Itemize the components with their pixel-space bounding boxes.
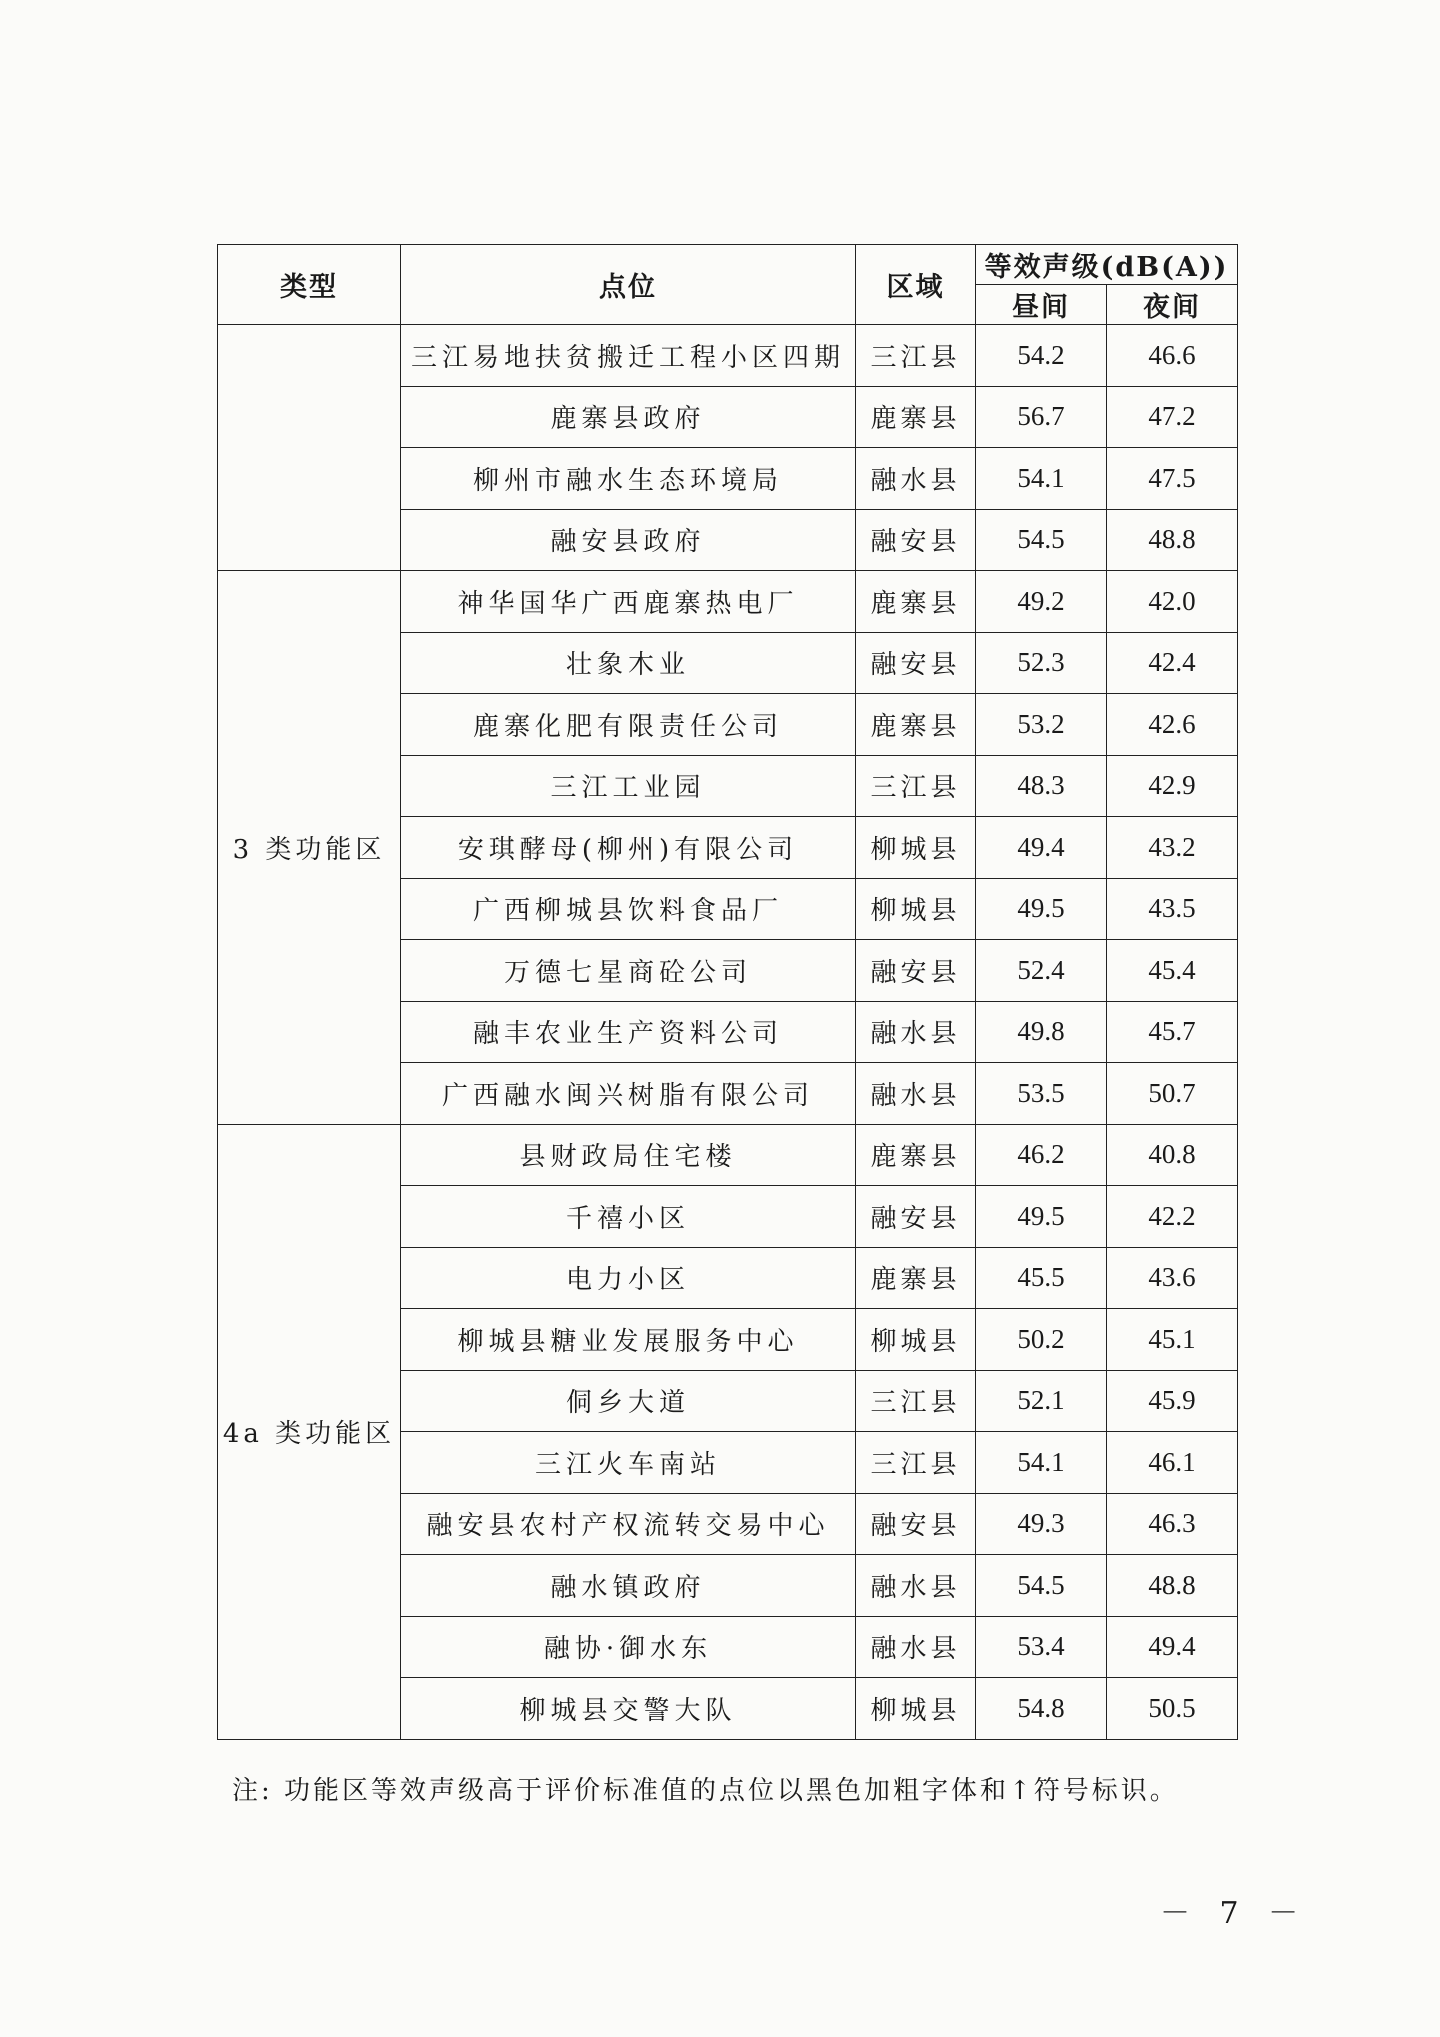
type-cell: 3 类功能区: [218, 571, 401, 1125]
header-night: 夜间: [1107, 285, 1238, 325]
day-value-cell: 53.2: [976, 694, 1107, 756]
table-note: 注: 功能区等效声级高于评价标准值的点位以黑色加粗字体和↑符号标识。: [232, 1776, 1179, 1806]
type-cell: [218, 325, 401, 571]
point-cell: 电力小区: [401, 1247, 856, 1309]
point-cell: 柳城县糖业发展服务中心: [401, 1309, 856, 1371]
night-value-cell: 40.8: [1107, 1124, 1238, 1186]
day-value-cell: 49.8: [976, 1001, 1107, 1063]
point-cell: 柳城县交警大队: [401, 1678, 856, 1740]
point-cell: 广西融水闽兴树脂有限公司: [401, 1063, 856, 1125]
area-cell: 三江县: [856, 1432, 976, 1494]
point-cell: 融水镇政府: [401, 1555, 856, 1617]
area-cell: 三江县: [856, 325, 976, 387]
night-value-cell: 43.6: [1107, 1247, 1238, 1309]
night-value-cell: 45.9: [1107, 1370, 1238, 1432]
day-value-cell: 54.5: [976, 509, 1107, 571]
type-cell: 4a 类功能区: [218, 1124, 401, 1739]
day-value-cell: 49.4: [976, 817, 1107, 879]
day-value-cell: 54.8: [976, 1678, 1107, 1740]
area-cell: 融水县: [856, 1616, 976, 1678]
night-value-cell: 48.8: [1107, 1555, 1238, 1617]
day-value-cell: 49.5: [976, 1186, 1107, 1248]
area-cell: 三江县: [856, 1370, 976, 1432]
area-cell: 鹿寨县: [856, 1247, 976, 1309]
day-value-cell: 56.7: [976, 386, 1107, 448]
area-cell: 鹿寨县: [856, 694, 976, 756]
area-cell: 融安县: [856, 1493, 976, 1555]
night-value-cell: 49.4: [1107, 1616, 1238, 1678]
day-value-cell: 52.1: [976, 1370, 1107, 1432]
area-cell: 三江县: [856, 755, 976, 817]
area-cell: 融水县: [856, 1555, 976, 1617]
area-cell: 鹿寨县: [856, 386, 976, 448]
area-cell: 柳城县: [856, 878, 976, 940]
area-cell: 融水县: [856, 448, 976, 510]
area-cell: 融水县: [856, 1001, 976, 1063]
day-value-cell: 52.3: [976, 632, 1107, 694]
day-value-cell: 49.2: [976, 571, 1107, 633]
night-value-cell: 47.5: [1107, 448, 1238, 510]
area-cell: 鹿寨县: [856, 571, 976, 633]
day-value-cell: 45.5: [976, 1247, 1107, 1309]
point-cell: 融安县农村产权流转交易中心: [401, 1493, 856, 1555]
area-cell: 柳城县: [856, 1309, 976, 1371]
night-value-cell: 43.2: [1107, 817, 1238, 879]
point-cell: 三江易地扶贫搬迁工程小区四期: [401, 325, 856, 387]
night-value-cell: 46.3: [1107, 1493, 1238, 1555]
point-cell: 万德七星商砼公司: [401, 940, 856, 1002]
day-value-cell: 54.2: [976, 325, 1107, 387]
point-cell: 融安县政府: [401, 509, 856, 571]
area-cell: 融水县: [856, 1063, 976, 1125]
point-cell: 三江火车南站: [401, 1432, 856, 1494]
night-value-cell: 43.5: [1107, 878, 1238, 940]
header-area: 区域: [856, 245, 976, 325]
header-type: 类型: [218, 245, 401, 325]
day-value-cell: 49.3: [976, 1493, 1107, 1555]
area-cell: 融安县: [856, 1186, 976, 1248]
point-cell: 融丰农业生产资料公司: [401, 1001, 856, 1063]
header-point: 点位: [401, 245, 856, 325]
noise-table: [217, 244, 1238, 1740]
night-value-cell: 45.7: [1107, 1001, 1238, 1063]
day-value-cell: 53.5: [976, 1063, 1107, 1125]
night-value-cell: 46.6: [1107, 325, 1238, 387]
night-value-cell: 47.2: [1107, 386, 1238, 448]
night-value-cell: 50.7: [1107, 1063, 1238, 1125]
point-cell: 鹿寨县政府: [401, 386, 856, 448]
night-value-cell: 45.4: [1107, 940, 1238, 1002]
day-value-cell: 53.4: [976, 1616, 1107, 1678]
night-value-cell: 42.2: [1107, 1186, 1238, 1248]
point-cell: 广西柳城县饮料食品厂: [401, 878, 856, 940]
area-cell: 融安县: [856, 509, 976, 571]
point-cell: 安琪酵母(柳州)有限公司: [401, 817, 856, 879]
point-cell: 县财政局住宅楼: [401, 1124, 856, 1186]
page-number: － 7 －: [1160, 1896, 1309, 1931]
day-value-cell: 49.5: [976, 878, 1107, 940]
area-cell: 柳城县: [856, 817, 976, 879]
day-value-cell: 54.1: [976, 448, 1107, 510]
point-cell: 千禧小区: [401, 1186, 856, 1248]
area-cell: 柳城县: [856, 1678, 976, 1740]
night-value-cell: 42.9: [1107, 755, 1238, 817]
night-value-cell: 42.4: [1107, 632, 1238, 694]
table-row: [218, 571, 1238, 633]
area-cell: 融安县: [856, 940, 976, 1002]
night-value-cell: 48.8: [1107, 509, 1238, 571]
day-value-cell: 46.2: [976, 1124, 1107, 1186]
point-cell: 三江工业园: [401, 755, 856, 817]
day-value-cell: 54.5: [976, 1555, 1107, 1617]
table-row: [218, 1124, 1238, 1186]
day-value-cell: 54.1: [976, 1432, 1107, 1494]
day-value-cell: 48.3: [976, 755, 1107, 817]
point-cell: 柳州市融水生态环境局: [401, 448, 856, 510]
night-value-cell: 45.1: [1107, 1309, 1238, 1371]
point-cell: 鹿寨化肥有限责任公司: [401, 694, 856, 756]
night-value-cell: 46.1: [1107, 1432, 1238, 1494]
table-body: [218, 325, 1238, 1740]
area-cell: 融安县: [856, 632, 976, 694]
night-value-cell: 42.0: [1107, 571, 1238, 633]
header-day: 昼间: [976, 285, 1107, 325]
area-cell: 鹿寨县: [856, 1124, 976, 1186]
night-value-cell: 42.6: [1107, 694, 1238, 756]
day-value-cell: 52.4: [976, 940, 1107, 1002]
point-cell: 壮象木业: [401, 632, 856, 694]
point-cell: 融协·御水东: [401, 1616, 856, 1678]
header-leq: 等效声级(dB(A)): [976, 245, 1238, 285]
night-value-cell: 50.5: [1107, 1678, 1238, 1740]
table-row: [218, 325, 1238, 387]
day-value-cell: 50.2: [976, 1309, 1107, 1371]
point-cell: 侗乡大道: [401, 1370, 856, 1432]
point-cell: 神华国华广西鹿寨热电厂: [401, 571, 856, 633]
